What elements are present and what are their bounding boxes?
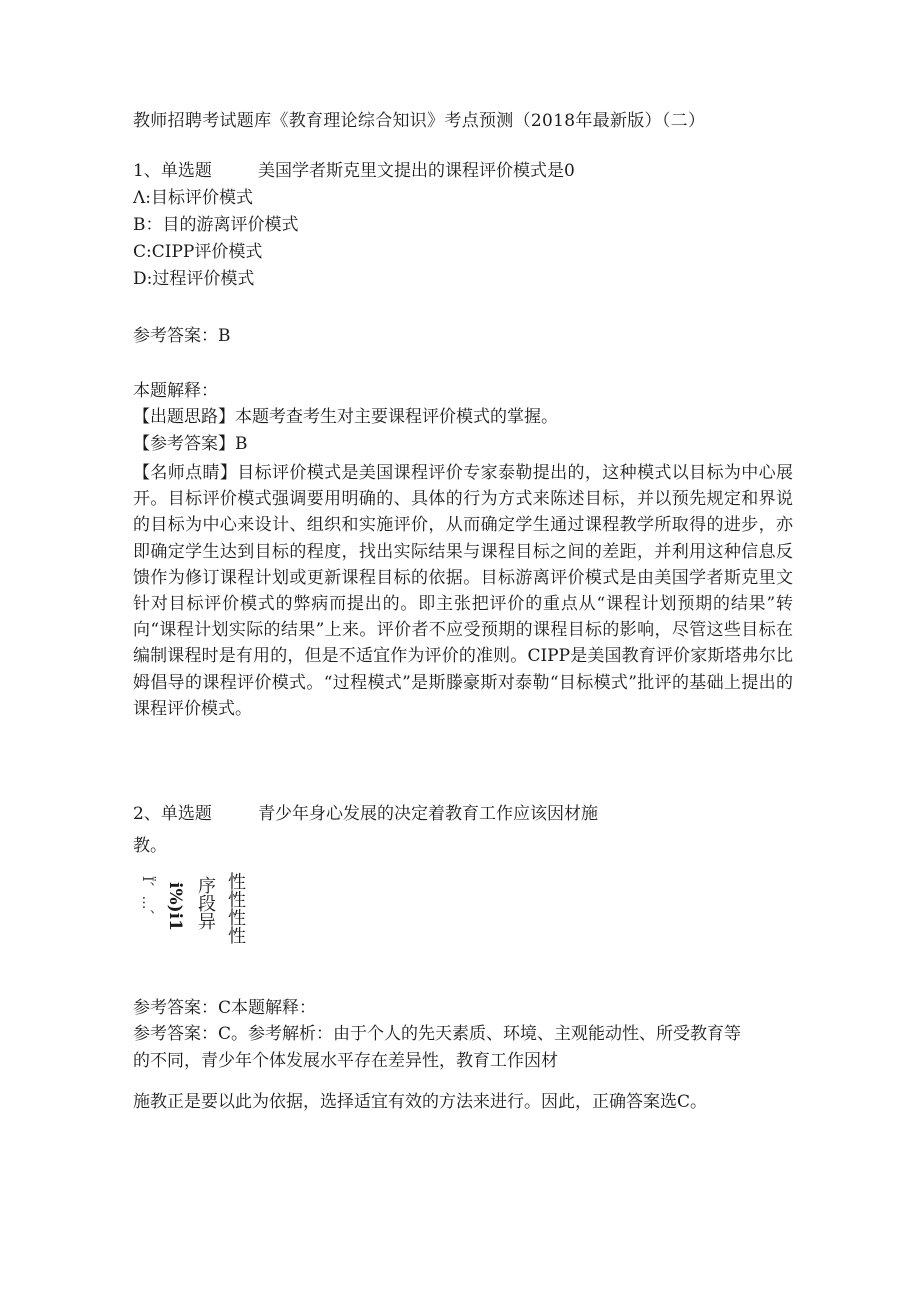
question-1-teacher-note: 【名师点睛】目标评价模式是美国课程评价专家泰勒提出的，这种模式以目标为中心展开。目标评价模式强调要用明确的、具体的行为方式来陈述目标，并以预先规定和界说的目标为中心来设计、组织和实施评价，从而确定学生通过课程教学所取得的进步，亦即确定学生达到目标的程度，找出实际结果与课程目标之间的差距，并利用这种信息反馈作为修订课程计划或更新课程目标的依据。目标游离评价模式是由美国学者斯克里文针对目标评价模式的弊病而提出的。即主张把评价的重点从“课程计划预期的结果”转向“课程计划实际的结果”上来。评价者不应受预期的课程目标的影响，尽管这些目标在编制课程时是有用的，但是不适宜作为评价的准则。CIPP是美国教育评价家斯塔弗尔比姆倡导的课程评价模式。“过程模式”是斯滕豪斯对泰勒“目标模式”批评的基础上提出的课程评价模式。 <box>133 463 793 719</box>
question-1-option-b: B：目的游离评价模式 <box>133 215 299 235</box>
question-1-explanation-label: 本题解释： <box>133 381 218 401</box>
question-1-reference-answer: 【参考答案】B <box>133 434 248 454</box>
question-1-option-a: Λ:目标评价模式 <box>133 188 254 208</box>
question-1-idea: 【出题思路】本题考查考生对主要课程评价模式的掌握。 <box>133 407 558 427</box>
question-2-header <box>133 803 598 825</box>
question-1-option-c: C:CIPP评价模式 <box>133 242 263 262</box>
question-2-stem: 青少年身心发展的决定着教育工作应该因材施 <box>258 804 598 824</box>
option-column-2: i%)i1 <box>165 882 185 931</box>
question-1-option-d: D:过程评价模式 <box>133 269 255 289</box>
question-2-explanation-line-2: 的不同，青少年个体发展水平存在差异性，教育工作因材 <box>133 1051 558 1071</box>
question-1-number: 1、单选题 <box>133 161 212 181</box>
option-column-4: 性性性性 <box>225 872 246 944</box>
question-2-explanation-line-1: 参考答案：C。参考解析：由于个人的先天素质、环境、主观能动性、所受教育等 <box>133 1024 742 1044</box>
question-2-answer: 参考答案：C本题解释： <box>133 998 317 1018</box>
question-2-explanation-line-3: 施教正是要以此为依据，选择适宜有效的方法来进行。因此，正确答案选C。 <box>133 1092 708 1112</box>
question-1-answer: 参考答案：B <box>133 326 231 346</box>
question-1-header <box>133 160 575 182</box>
option-column-1: Ï、…、 <box>139 876 155 924</box>
option-column-3: 序段异 <box>195 876 216 930</box>
question-1-stem: 美国学者斯克里文提出的课程评价模式是0 <box>258 161 575 181</box>
page-title: 教师招聘考试题库《教育理论综合知识》考点预测（2018年最新版）（二） <box>133 111 706 131</box>
question-2-number: 2、单选题 <box>133 804 212 824</box>
question-2-stem-continued: 教。 <box>133 836 167 856</box>
question-2-garbled-options <box>137 872 257 952</box>
